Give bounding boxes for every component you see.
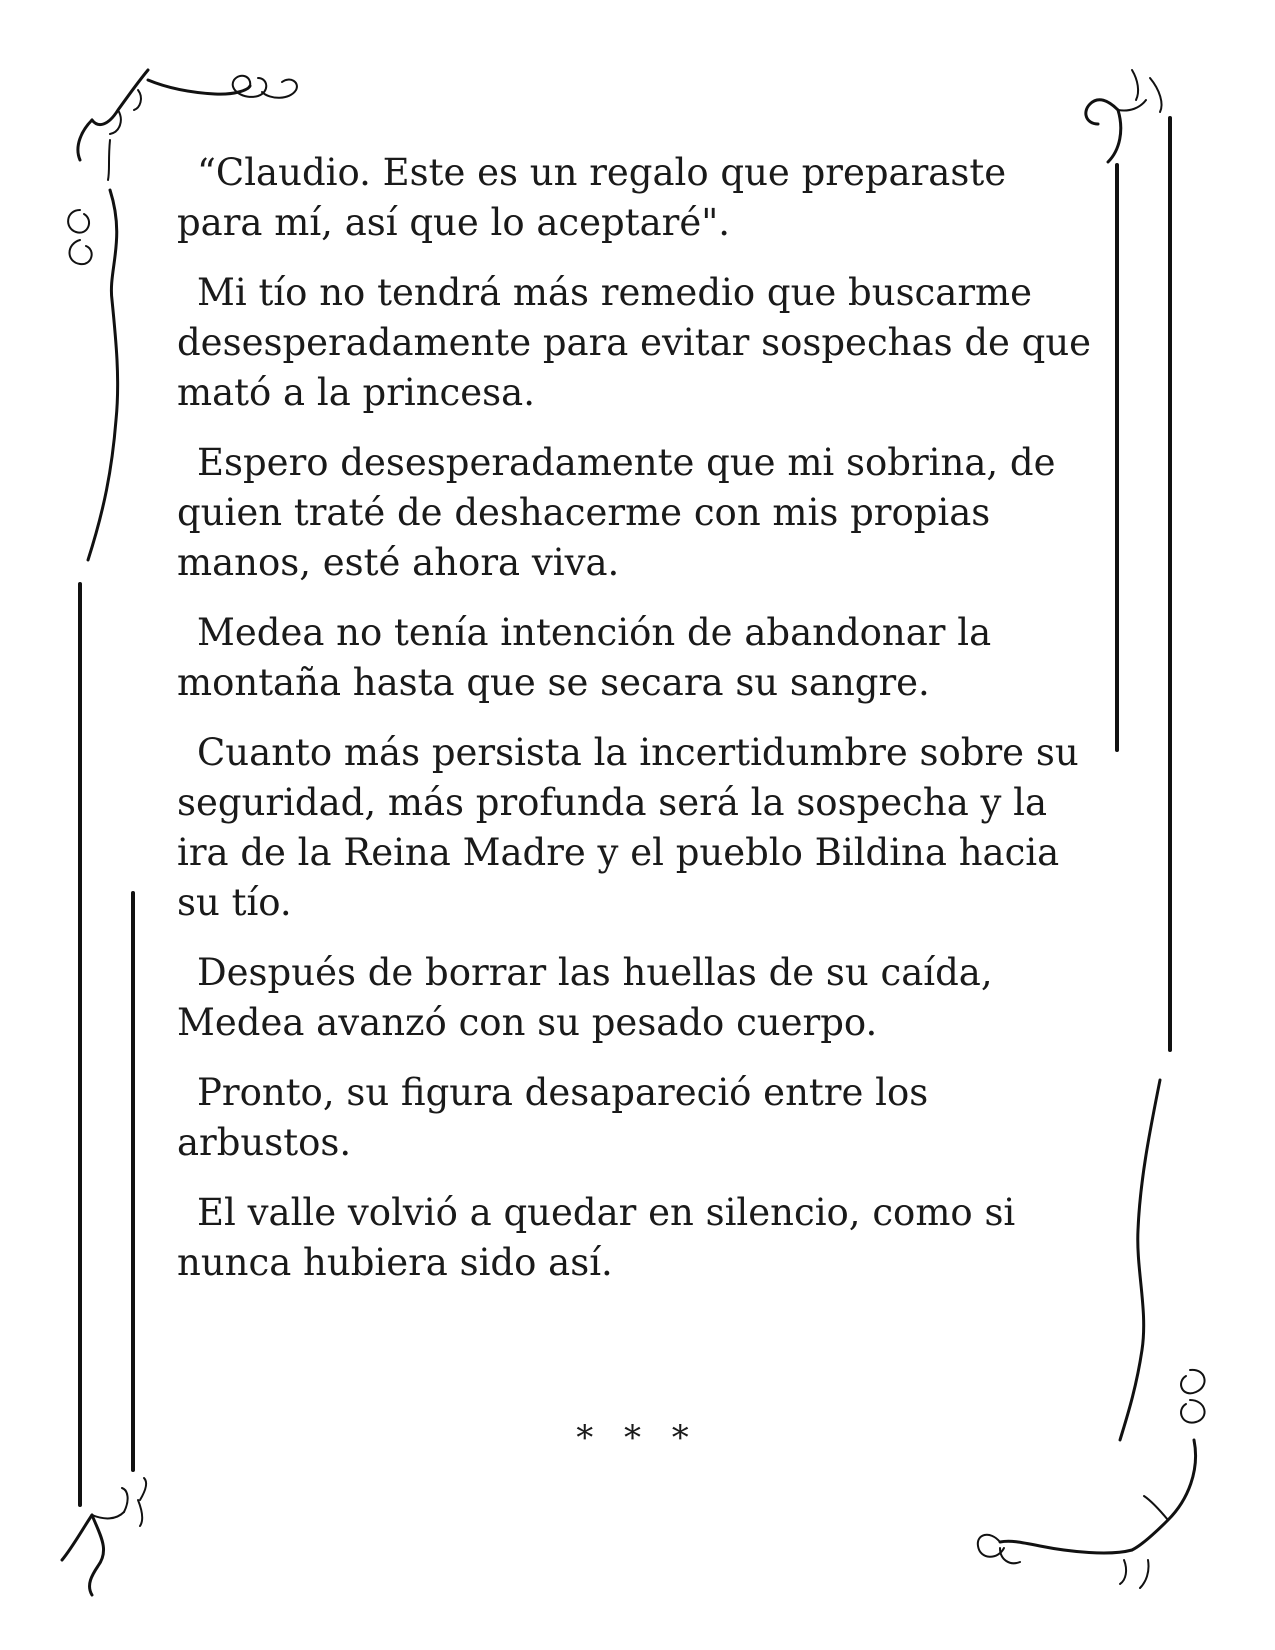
paragraph: “Claudio. Este es un regalo que preparaste para mí, así que lo aceptaré".: [177, 151, 1007, 244]
flourish-bottom-left-icon: [62, 1478, 146, 1595]
scene-separator: * * *: [576, 1418, 699, 1458]
paragraph: El valle volvió a quedar en silencio, como si nunca hubiera sido así.: [177, 1191, 1016, 1284]
paragraph: Medea no tenía intención de abandonar la montaña hasta que se secara su sangre.: [177, 611, 992, 704]
paragraph: Después de borrar las huellas de su caída, Medea avanzó con su pesado cuerpo.: [177, 951, 993, 1044]
story-text: [177, 148, 1092, 1308]
paragraph: Cuanto más persista la incertidumbre sobre su seguridad, más profunda será la sospecha y la ira de la Reina Madre y el pueblo Bildina hacia su tío.: [177, 731, 1079, 924]
paragraph: Pronto, su figura desapareció entre los arbustos.: [177, 1071, 929, 1164]
flourish-top-right-icon: [1086, 70, 1162, 162]
paragraph: Mi tío no tendrá más remedio que buscarme desesperadamente para evitar sospechas de que mató a la princesa.: [177, 271, 1092, 414]
paragraph: Espero desesperadamente que mi sobrina, de quien traté de deshacerme con mis propias manos, esté ahora viva.: [177, 441, 1056, 584]
